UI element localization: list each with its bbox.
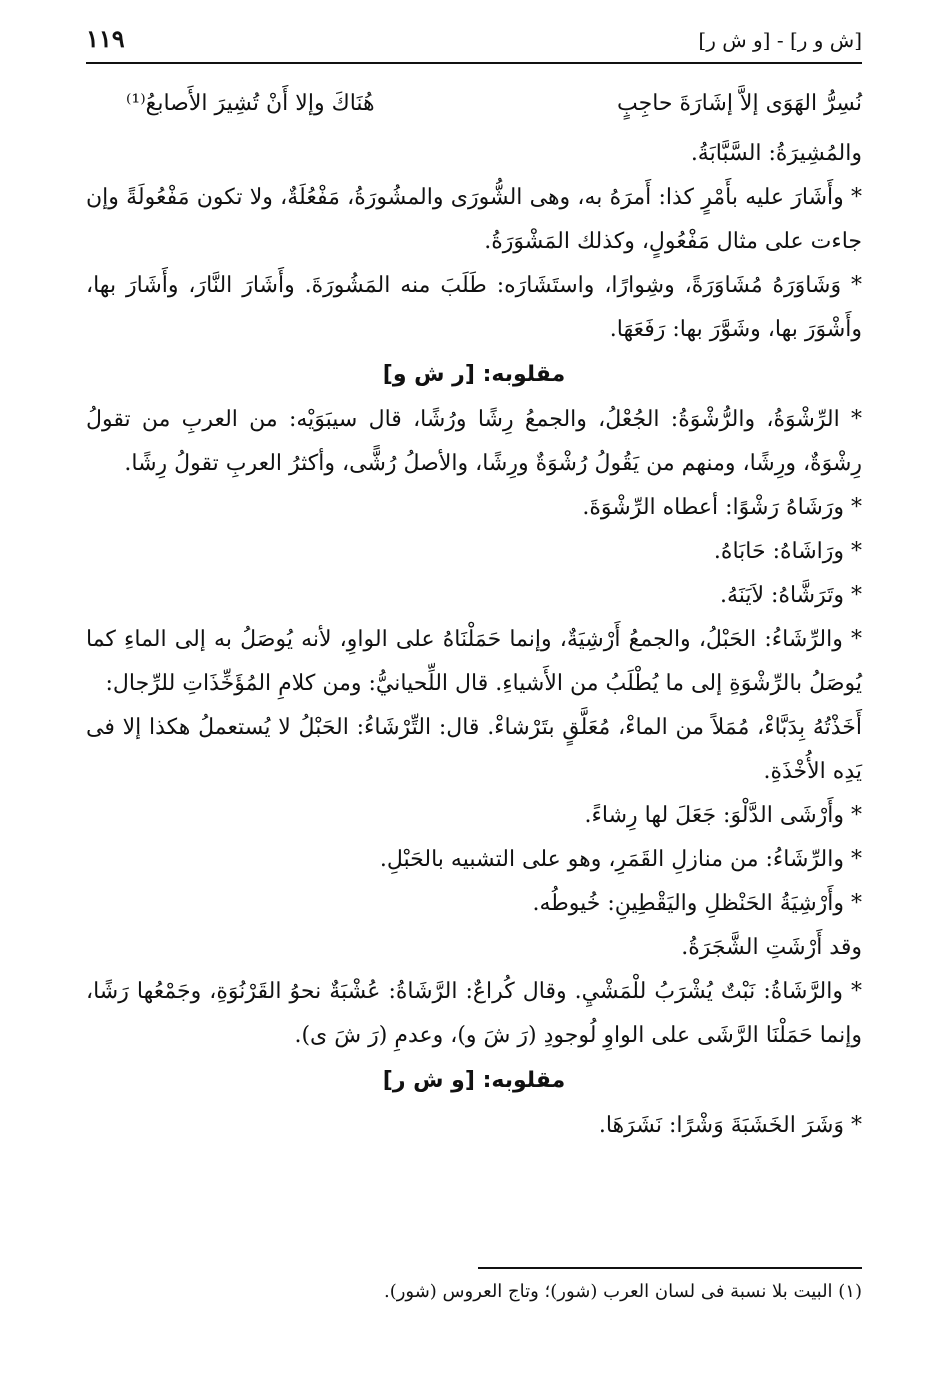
paragraph: * والرِّشَاءُ: الحَبْلُ، والجمعُ أَرْشِيَةٌ، وإنما حَمَلْنَاهُ على الواوِ، لأنه يُوصَلُ به إلى الماءِ كما يُوصَلُ بالرِّشْوَةِ إلى ما يُطْلَبُ من الأَشياءِ. قال اللِّحيانيُّ: ومن كلامِ المُؤَخِّذَاتِ للرِّجال: [86,627,862,696]
section-heading: مقلوبه: [و ش ر] [382,1068,566,1093]
footnote-rule [478,1267,862,1269]
page-number: ١١٩ [86,24,125,53]
paragraph: * ورَاشَاهُ: حَابَاهُ. [713,539,862,564]
paragraph: * والرَّشَاةُ: نَبْتٌ يُشْرَبُ للْمَشْيِ. وقال كُراعٌ: الرَّشَاةُ: عُشْبَةٌ نحوُ القَرْنُوَةِ، وجَمْعُها رَشًا، وإنما حَمَلْنَا الرَّشَى على الواوِ لُوجودِ (رَ شَ و)، وعدمِ (رَ شَ ى). [86,979,862,1048]
paragraph: * وتَرَشَّاهُ: لاَيَنَهُ. [719,583,862,608]
paragraph: * وَشَرَ الخَشَبَةَ وَشْرًا: نَشَرَهَا. [598,1113,862,1138]
paragraph: * وأَرْشَى الدَّلْوَ: جَعَلَ لها رِشاءً. [584,803,862,828]
paragraph: * وأَرْشِيَةُ الحَنْظلِ واليَقْطِينِ: خُيوطُه. [532,891,862,916]
paragraph: أَخَذْتُهُ بِدَبَّاءْ، مُمَلاً من الماءْ، مُعَلَّقٍ بتَرْشاءْ. قال: التِّرْشَاءُ: الحَبْلُ لا يُستعملُ هكذا إلا فى يَدِه الأُخْذَةِ. [86,715,862,784]
verse-second-hemistich: هُنَاكَ وإلا أَنْ تُشِيرَ الأَصابعُ⁽¹⁾ [126,91,375,116]
page-body [86,76,862,1148]
paragraph: * ورَشَاهُ رَشْوًا: أعطاه الرِّشْوَةَ. [582,495,862,520]
running-head: [ش و ر] - [و ش ر] [698,28,862,52]
paragraph: * وأَشَارَ عليه بأَمْرٍ كذا: أَمرَهُ به، وهى الشُّورَى والمشُورَةُ، مَفْعُلَةٌ، ولا تكون مَفْعُولَةً وإن جاءت على مثال مَفْعُولٍ، وكذلك المَشْوَرَةُ. [86,185,862,254]
header-rule [86,62,862,64]
paragraph: * الرِّشْوَةُ، والرُّشْوَةُ: الجُعْلُ، والجمعُ رِشًا ورُشًا، قال سيبَوَيْه: من العربِ من تقولُ رِشْوَةٌ، ورِشًا، ومنهم من يَقُولُ رُشْوَةٌ ورِشًا، والأصلُ رُشًّى، وأكثرُ العربِ تقولُ رِشًا. [86,407,862,476]
paragraph: وقد أَرْشَتِ الشَّجَرَةُ. [681,935,862,960]
paragraph: * والرِّشَاءُ: من منازلِ القَمَرِ، وهو على التشبيه بالحَبْلِ. [379,847,862,872]
paragraph: * وَشَاوَرَهُ مُشَاوَرَةً، وشِوارًا، واستَشَارَه: طَلَبَ منه المَشُورَةَ. وأَشَارَ النَّارَ، وأَشَارَ بها، وأَشْوَرَ بها، وشَوَّرَ بها: رَفَعَهَا. [86,273,862,342]
poetry-verse [86,76,862,132]
page-header [86,24,862,62]
footnote: (١) البيت بلا نسبة فى لسان العرب (شور)؛ وتاج العروس (شور). [383,1281,862,1302]
paragraph: والمُشِيرَةُ: السَّبَّابَةُ. [690,141,862,166]
section-heading: مقلوبه: [ر ش و] [382,362,566,387]
verse-first-hemistich: نُسِرُّ الهَوَى إلاَّ إشَارَةَ حاجِبٍ [617,91,862,116]
